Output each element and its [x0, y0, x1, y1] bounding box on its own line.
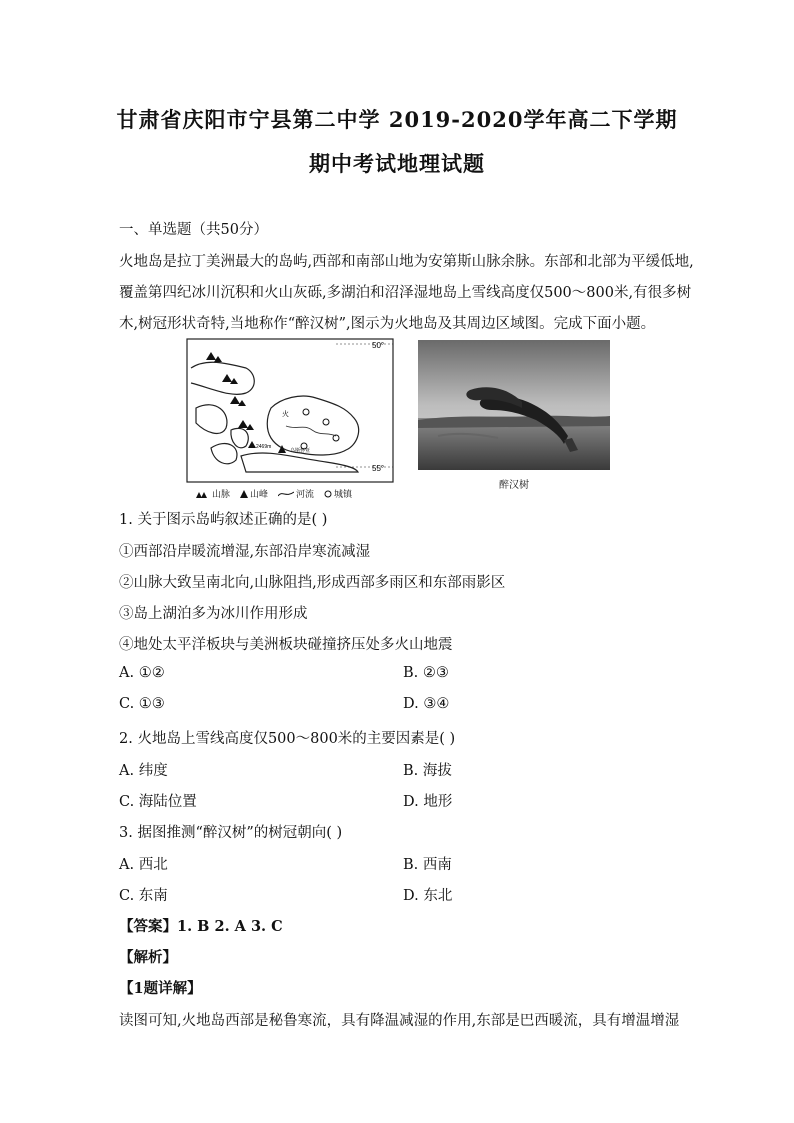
- passage-line: 木,树冠形状奇特,当地称作“醉汉树”,图示为火地岛及其周边区域图。完成下面小题。: [119, 316, 656, 332]
- question-2-stem: 2. 火地岛上雪线高度仅500～800米的主要因素是( ): [119, 731, 456, 747]
- q3-option-a: A. 西北: [119, 857, 168, 873]
- analysis-label: 【解析】: [119, 949, 177, 966]
- detail-text: 读图可知,火地岛西部是秘鲁寒流，具有降温减湿的作用,东部是巴西暖流，具有增温增湿: [119, 1013, 680, 1029]
- lat-55-label: 55°: [372, 464, 385, 473]
- legend-mountain: [196, 487, 230, 500]
- q1-option-b: B. ②③: [403, 665, 449, 681]
- q2-option-b: B. 海拔: [403, 763, 452, 779]
- legend-peak: [240, 487, 268, 500]
- q1-option-c: C. ①③: [119, 696, 165, 712]
- q3-option-c: C. 东南: [119, 888, 168, 904]
- q3-option-b: B. 西南: [403, 857, 452, 873]
- q1-option-d: D. ③④: [403, 696, 450, 712]
- river-icon: [278, 490, 294, 498]
- question-1-statement: ③岛上湖泊多为冰川作用形成: [119, 606, 308, 622]
- lat-50-label: 50°: [372, 341, 385, 350]
- doc-title-line1: 甘肃省庆阳市宁县第二中学 2019-2020学年高二下学期: [116, 107, 678, 132]
- peak-label: 2469m: [256, 444, 272, 450]
- question-1-stem: 1. 关于图示岛屿叙述正确的是( ): [119, 512, 328, 528]
- legend-peak-label: 山峰: [250, 490, 269, 500]
- city-label: 乌斯怀亚: [290, 448, 311, 454]
- map-legend: [196, 487, 352, 500]
- passage-line: 火地岛是拉丁美洲最大的岛屿,西部和南部山地为安第斯山脉余脉。东部和北部为平缓低地,: [119, 254, 694, 270]
- town-icon: [324, 490, 332, 498]
- legend-mountain-label: 山脉: [212, 490, 231, 500]
- legend-town: [324, 487, 352, 500]
- section-heading: 一、单选题（共50分）: [119, 222, 268, 238]
- doc-title-line2: 期中考试地理试题: [309, 151, 485, 176]
- legend-river: [278, 487, 314, 500]
- island-label: 火: [282, 411, 289, 418]
- question-3-stem: 3. 据图推测“醉汉树”的树冠朝向( ): [119, 825, 343, 841]
- question-1-statement: ④地处太平洋板块与美洲板块碰撞挤压处多火山地震: [119, 637, 453, 653]
- q2-option-c: C. 海陆位置: [119, 794, 197, 810]
- q1-option-a: A. ①②: [119, 665, 165, 681]
- photo-caption: 醉汉树: [499, 480, 529, 491]
- mountain-icon: [196, 490, 210, 498]
- drunk-tree-photo: [418, 340, 610, 470]
- q2-option-a: A. 纬度: [119, 763, 168, 779]
- q2-option-d: D. 地形: [403, 794, 453, 810]
- answer-line: 【答案】1. B 2. A 3. C: [119, 918, 283, 935]
- passage-line: 覆盖第四纪冰川沉积和火山灰砾,多湖泊和沼泽湿地岛上雪线高度仅500～800米,有很多树: [119, 285, 692, 301]
- peak-icon: [240, 490, 248, 498]
- q3-option-d: D. 东北: [403, 888, 453, 904]
- legend-river-label: 河流: [296, 490, 315, 500]
- tierra-del-fuego-map: [186, 338, 394, 500]
- question-1-statement: ②山脉大致呈南北向,山脉阻挡,形成西部多雨区和东部雨影区: [119, 575, 506, 591]
- question-1-statement: ①西部沿岸暖流增湿,东部沿岸寒流减湿: [119, 544, 371, 560]
- detail-label: 【1题详解】: [119, 980, 202, 997]
- legend-town-label: 城镇: [334, 490, 353, 500]
